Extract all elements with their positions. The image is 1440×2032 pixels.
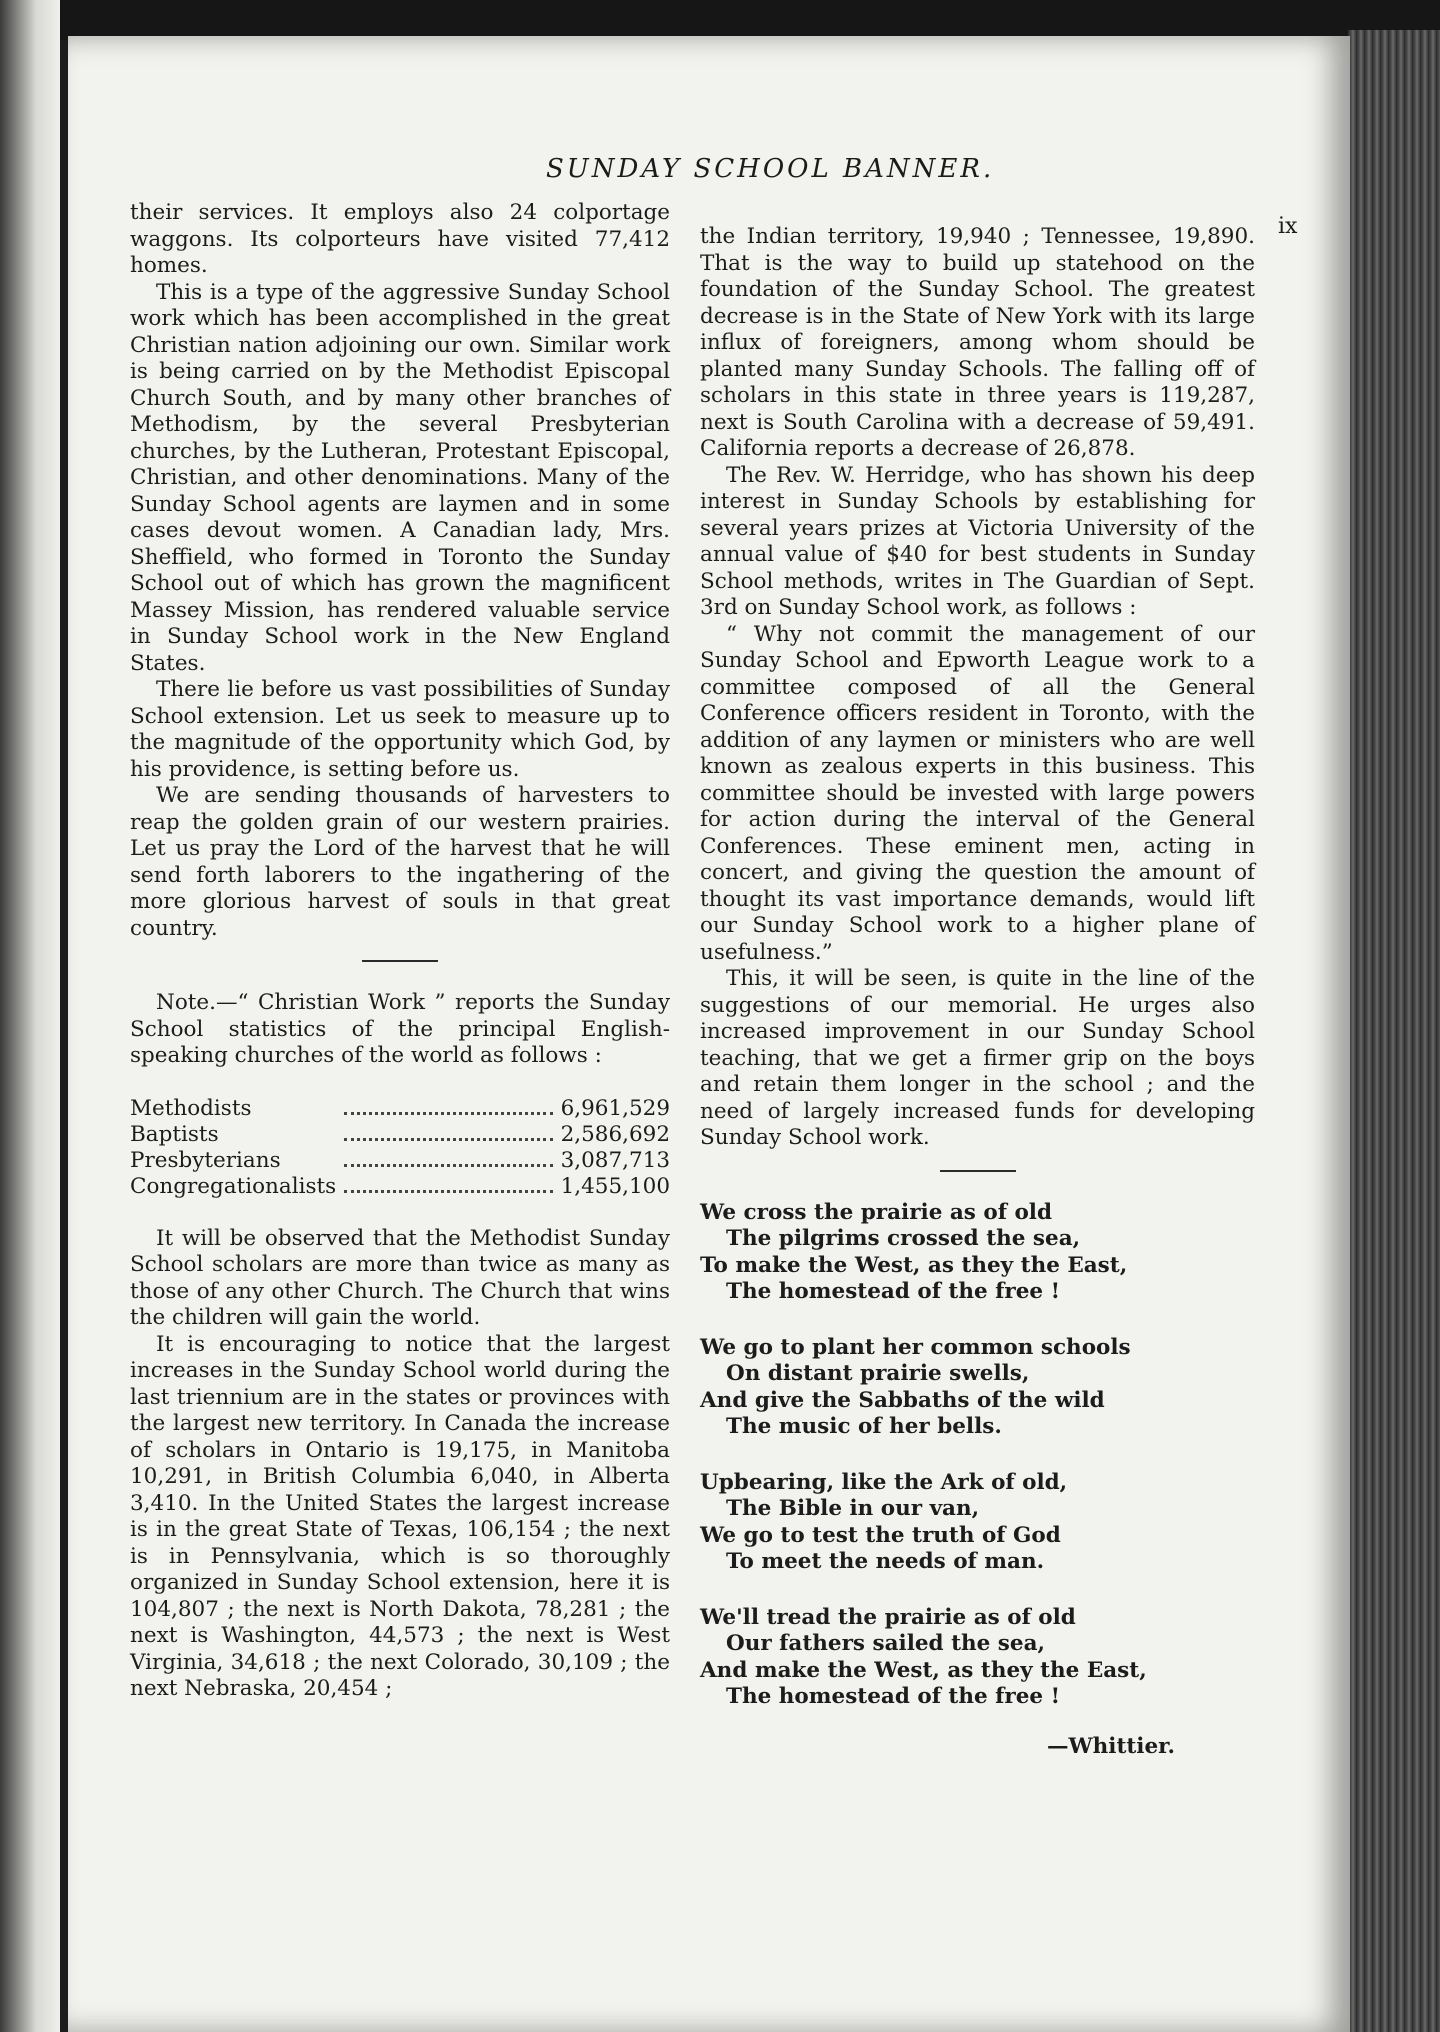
paragraph: The Rev. W. Herridge, who has shown his deep interest in Sunday Schools by establishing for several years prizes at Victoria University of the annual value of $40 for best students in Sunday School methods, writes in The Guardian of Sept. 3rd on Sunday School work, as follows :: [700, 462, 1255, 620]
paragraph: This, it will be seen, is quite in the line of the suggestions of our memorial. He urges also increased improvement in our Sunday School teaching, that we get a firmer grip on the boys and retain them longer in the school ; and the need of largely increased funds for developing Sunday School work.: [700, 966, 1255, 1150]
poem-line: And give the Sabbaths of the wild: [700, 1387, 1105, 1413]
section-divider: [362, 960, 438, 962]
scholar-count: 2,586,692: [560, 1121, 670, 1147]
left-column: [130, 200, 670, 1703]
paragraph: their services. It employs also 24 colportage waggons. Its colporteurs have visited 77,412 homes.: [130, 200, 670, 278]
paragraph: There lie before us vast possibilities of Sunday School extension. Let us seek to measure up to the magnitude of the opportunity which God, by his providence, is setting before us.: [130, 677, 670, 782]
leader-dots: [336, 1174, 560, 1200]
leader-dots: [336, 1148, 560, 1174]
leader-dots: [336, 1122, 560, 1148]
denomination-name: Methodists: [130, 1095, 252, 1121]
running-header: SUNDAY SCHOOL BANNER.: [546, 154, 995, 184]
denomination-name: Baptists: [130, 1121, 219, 1147]
table-row: [130, 1148, 670, 1174]
paragraph: This is a type of the aggressive Sunday School work which has been accomplished in the great Christian nation adjoining our own. Similar work is being carried on by the Methodist Episcopal Church South, and by many other branches of Methodism, by the several Presbyterian churches, by the Lutheran, Protestant Episcopal, Christian, and other denominations. Many of the Sunday School agents are laymen and in some cases devout women. A Canadian lady, Mrs. Sheffield, who formed in Toronto the Sunday School out of which has grown the magnificent Massey Mission, has rendered valuable service in Sunday School work in the New England States.: [130, 279, 670, 676]
paragraph: We are sending thousands of harvesters to reap the golden grain of our western prairies. Let us pray the Lord of the harvest that he will send forth laborers to the ingathering of the more glorious harvest of souls in that great country.: [130, 783, 670, 941]
table-row: [130, 1122, 670, 1148]
left-page-edge: [0, 0, 60, 2032]
leader-dots: [336, 1096, 560, 1122]
poem-stanza: [700, 1470, 1255, 1576]
poem-line: Upbearing, like the Ark of old,: [700, 1469, 1068, 1495]
section-divider: [940, 1170, 1016, 1172]
poem-line: To make the West, as they the East,: [700, 1252, 1128, 1278]
denomination-name: Congregationalists: [130, 1173, 337, 1199]
poem-line: Our fathers sailed the sea,: [726, 1631, 1046, 1656]
poem-stanza: [700, 1200, 1255, 1306]
top-background: [0, 0, 1440, 40]
table-row: [130, 1174, 670, 1200]
statistics-table: [130, 1096, 670, 1200]
poem-attribution: —Whittier.: [1047, 1733, 1175, 1759]
poem-line: And make the West, as they the East,: [700, 1657, 1147, 1683]
poem-line: We'll tread the prairie as of old: [700, 1604, 1076, 1630]
poem-line: To meet the needs of man.: [726, 1549, 1045, 1574]
scholar-count: 1,455,100: [560, 1173, 670, 1199]
poem-line: The Bible in our van,: [726, 1496, 980, 1521]
poem-line: On distant prairie swells,: [726, 1361, 1030, 1386]
poem: [700, 1200, 1255, 1759]
poem-line: The homestead of the free !: [726, 1684, 1061, 1709]
poem-line: We go to plant her common schools: [700, 1334, 1131, 1360]
poem-line: The pilgrims crossed the sea,: [726, 1226, 1081, 1251]
table-row: [130, 1096, 670, 1122]
denomination-name: Presbyterians: [130, 1147, 281, 1173]
poem-line: We go to test the truth of God: [700, 1522, 1061, 1548]
paragraph: It is encouraging to notice that the largest increases in the Sunday School world during the last triennium are in the states or provinces with the largest new territory. In Canada the increase of scholars in Ontario is 19,175, in Manitoba 10,291, in British Columbia 6,040, in Alberta 3,410. In the United States the largest increase is in the great State of Texas, 106,154 ; the next is in Pennsylvania, which is so thoroughly organized in Sunday School extension, here it is 104,807 ; the next is North Dakota, 78,281 ; the next is Washington, 44,573 ; the next is West Virginia, 34,618 ; the next Colorado, 30,109 ; the next Nebraska, 20,454 ;: [130, 1331, 670, 1701]
book-spine: [1348, 30, 1440, 2032]
paragraph: the Indian territory, 19,940 ; Tennessee, 19,890. That is the way to build up statehood on the foundation of the Sunday School. The greatest decrease is in the State of New York with its large influx of foreigners, among whom should be planted many Sunday Schools. The falling off of scholars in this state in three years is 119,287, next is South Carolina with a decrease of 59,491. California reports a decrease of 26,878.: [700, 224, 1255, 461]
poem-line: The homestead of the free !: [726, 1279, 1061, 1304]
poem-line: The music of her bells.: [726, 1414, 1002, 1439]
paragraph: It will be observed that the Methodist Sunday School scholars are more than twice as many as those of any other Church. The Church that wins the children will gain the world.: [130, 1225, 670, 1330]
poem-stanza: [700, 1335, 1255, 1441]
quotation-paragraph: “ Why not commit the management of our Sunday School and Epworth League work to a committee composed of all the General Conference officers resident in Toronto, with the addition of any laymen or ministers who are well known as zealous experts in this business. This committee should be invested with large powers for action during the interval of the General Conferences. These eminent men, acting in concert, and giving the question the amount of thought its vast importance demands, would lift our Sunday School work to a higher plane of usefulness.”: [700, 621, 1255, 965]
scholar-count: 6,961,529: [560, 1095, 670, 1121]
poem-stanza: [700, 1605, 1255, 1711]
scholar-count: 3,087,713: [560, 1147, 670, 1173]
page-number: ix: [1278, 214, 1298, 239]
right-column: [700, 224, 1255, 1759]
note-paragraph: Note.—“ Christian Work ” reports the Sunday School statistics of the principal English-speaking churches of the world as follows :: [130, 990, 670, 1068]
poem-line: We cross the prairie as of old: [700, 1199, 1052, 1225]
